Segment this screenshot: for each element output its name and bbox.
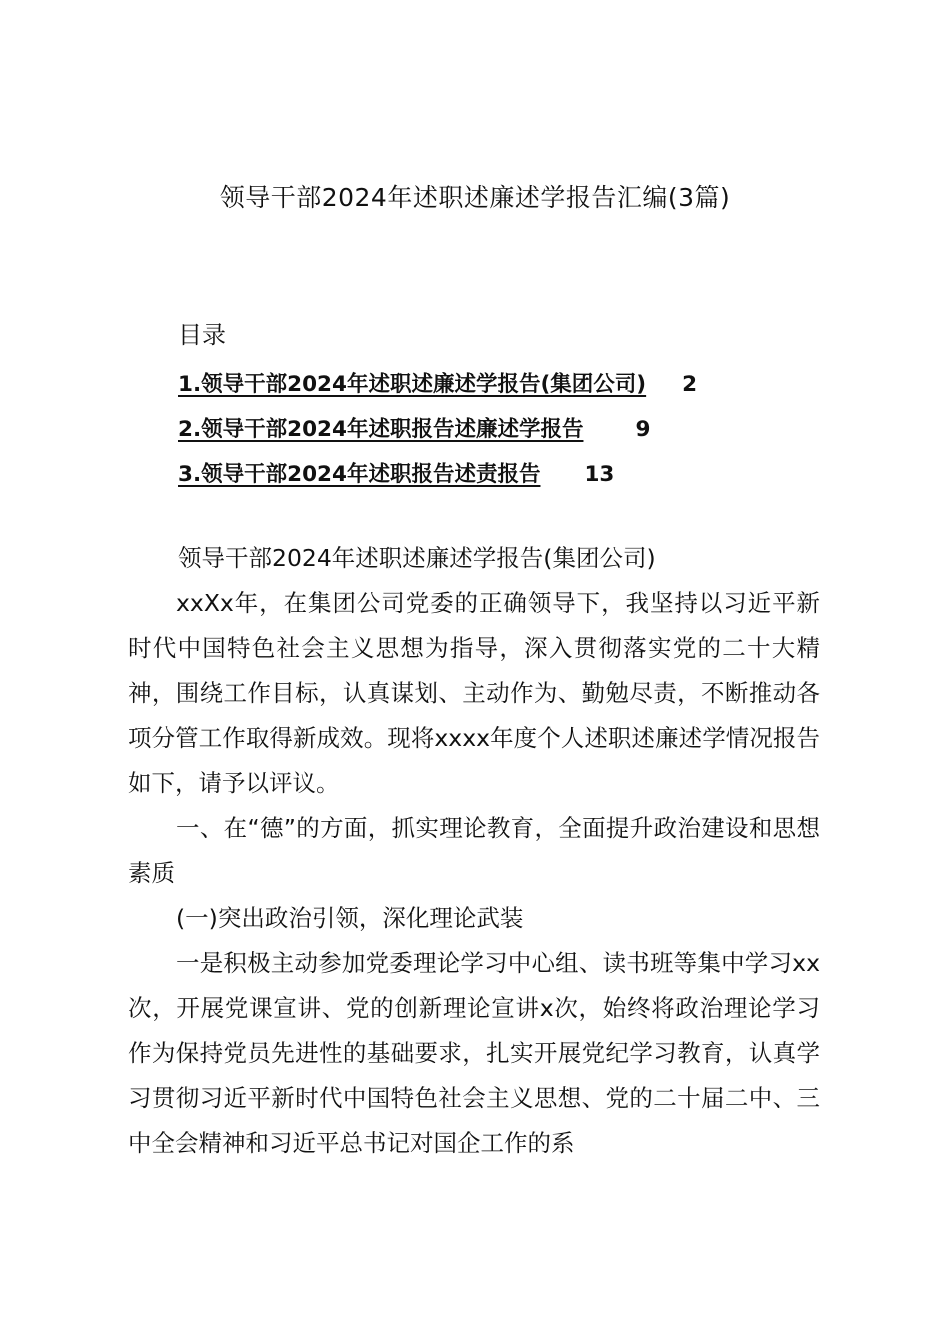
toc-item-label: 1.领导干部2024年述职述廉述学报告(集团公司) <box>178 372 647 397</box>
toc-item-page: 13 <box>584 462 615 487</box>
toc-item-1[interactable] <box>178 362 697 407</box>
section-heading-1: 一、在“德”的方面，抓实理论教育，全面提升政治建设和思想素质 <box>128 814 820 887</box>
toc-item-page: 9 <box>635 417 651 442</box>
toc-item-page: 2 <box>682 372 698 397</box>
subheading-1: (一)突出政治引领，深化理论武装 <box>176 904 524 932</box>
intro-paragraph: xxXx年，在集团公司党委的正确领导下，我坚持以习近平新时代中国特色社会主义思想为指导，深入贯彻落实党的二十大精神，围绕工作目标，认真谋划、主动作为、勤勉尽责，不断推动各项分管工作取得新成效。现将xxxx年度个人述职述廉述学情况报告如下，请予以评议。 <box>128 589 820 797</box>
document-title: 领导干部2024年述职述廉述学报告汇编(3篇) <box>219 183 731 212</box>
toc-item-label: 2.领导干部2024年述职报告述廉述学报告 <box>178 417 584 442</box>
body-paragraph-1: 一是积极主动参加党委理论学习中心组、读书班等集中学习xx次，开展党课宣讲、党的创新理论宣讲x次，始终将政治理论学习作为保持党员先进性的基础要求，扎实开展党纪学习教育，认真学习贯彻习近平新时代中国特色社会主义思想、党的二十届二中、三中全会精神和习近平总书记对国企工作的系 <box>128 949 820 1157</box>
section-title: 领导干部2024年述职述廉述学报告(集团公司) <box>178 544 656 572</box>
table-of-contents <box>178 362 697 497</box>
toc-item-label: 3.领导干部2024年述职报告述责报告 <box>178 462 541 487</box>
toc-item-2[interactable] <box>178 407 697 452</box>
toc-heading: 目录 <box>178 321 226 349</box>
toc-item-3[interactable] <box>178 452 697 497</box>
